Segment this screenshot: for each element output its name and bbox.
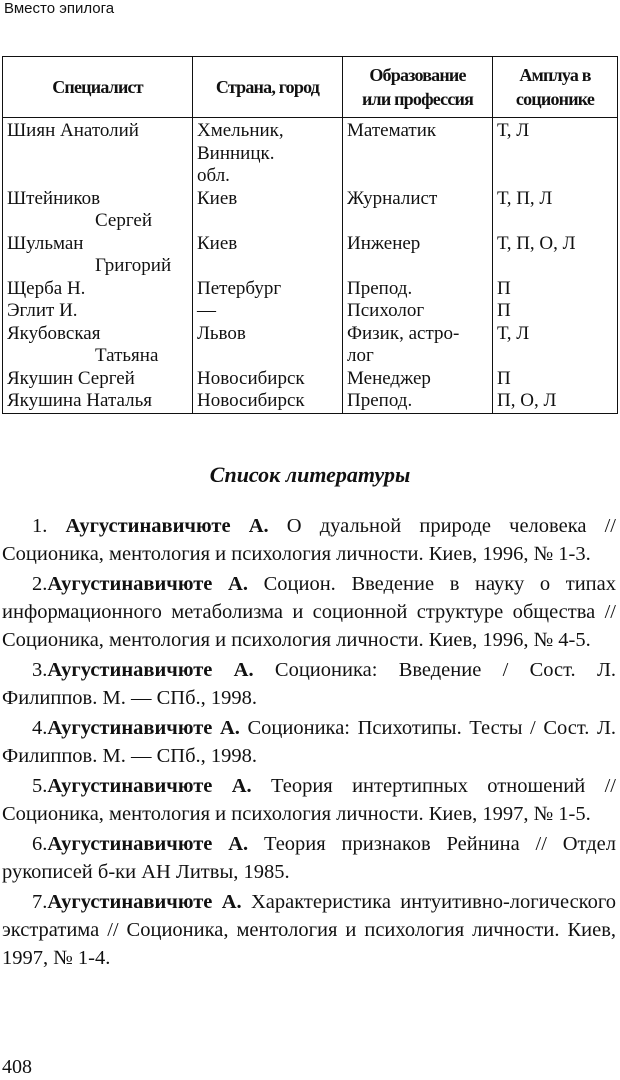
- cell-profession: Физик, астро- лог: [343, 323, 493, 368]
- cell-city: Новосибирск: [193, 390, 343, 413]
- reference-item: 1. Аугустинавичюте А. О дуальной природе человека // Соционика, ментология и психология личности. Киев, 1996, № 1-3.: [2, 515, 616, 565]
- table-row: [3, 300, 618, 323]
- cell-name: Якушин Сергей: [3, 368, 193, 391]
- table-row: [3, 368, 618, 391]
- cell-name: Якубовская Татьяна: [3, 323, 193, 368]
- cell-profession: Менеджер: [343, 368, 493, 391]
- cell-roles: П: [493, 300, 618, 323]
- cell-roles: П, О, Л: [493, 390, 618, 413]
- reference-item: 4.Аугустинавичюте А. Соционика: Психотипы. Тесты / Сост. Л. Филиппов. М. — СПб., 1998.: [2, 717, 617, 767]
- cell-roles: Т, П, Л: [493, 188, 618, 233]
- cell-city: Киев: [193, 233, 343, 278]
- cell-name: Эглит И.: [3, 300, 193, 323]
- cell-roles: Т, П, О, Л: [493, 233, 618, 278]
- cell-name: Якушина Наталья: [3, 390, 193, 413]
- cell-name: Штейников Сергей: [3, 188, 193, 233]
- table-row: [3, 323, 618, 368]
- cell-roles: Т, Л: [493, 323, 618, 368]
- cell-roles: П: [493, 368, 618, 391]
- reference-item: 5.Аугустинавичюте А. Теория интертипных отношений // Соционика, ментология и психология личности. Киев, 1997, № 1-5.: [2, 775, 616, 825]
- page-number: 408: [2, 1056, 32, 1078]
- cell-name: Шиян Анатолий: [3, 118, 193, 188]
- cell-city: Новосибирск: [193, 368, 343, 391]
- table-header-row: [3, 57, 618, 118]
- cell-profession: Препод.: [343, 390, 493, 413]
- reference-item: 3.Аугустинавичюте А. Соционика: Введение / Сост. Л. Филиппов. М. — СПб., 1998.: [2, 659, 616, 709]
- cell-profession: Препод.: [343, 278, 493, 301]
- reference-item: 7.Аугустинавичюте А. Характеристика интуитивно-логического экстратима // Соционика, ментология и психология личности. Киев, 1997, № 1-4.: [2, 891, 616, 969]
- cell-name: Шульман Григорий: [3, 233, 193, 278]
- cell-city: Киев: [193, 188, 343, 233]
- header-specialist: Специалист: [3, 57, 193, 118]
- cell-city: —: [193, 300, 343, 323]
- specialists-table: [2, 56, 618, 414]
- header-city: Страна, город: [193, 57, 343, 118]
- cell-profession: Инженер: [343, 233, 493, 278]
- cell-name: Щерба Н.: [3, 278, 193, 301]
- cell-roles: П: [493, 278, 618, 301]
- header-profession: Образование или профессия: [343, 57, 493, 118]
- cell-city: Львов: [193, 323, 343, 368]
- running-head: Вместо эпилога: [4, 0, 115, 17]
- table-row: [3, 233, 618, 278]
- literature-title: Список литературы: [209, 462, 411, 487]
- reference-item: 2.Аугустинавичюте А. Социон. Введение в науку о типах информационного метаболизма и соционной структуре общества // Соционика, ментология и психология личности. Киев, 1996, № 4-5.: [2, 573, 616, 651]
- table-row: [3, 278, 618, 301]
- cell-roles: Т, Л: [493, 118, 618, 188]
- table-row: [3, 118, 618, 188]
- reference-item: 6.Аугустинавичюте А. Теория признаков Рейнина // Отдел рукописей б-ки АН Литвы, 1985.: [2, 833, 616, 883]
- cell-city: Хмельник, Винницк. обл.: [193, 118, 343, 188]
- header-roles: Амплуа в соционике: [493, 57, 618, 118]
- cell-city: Петербург: [193, 278, 343, 301]
- table-row: [3, 188, 618, 233]
- cell-profession: Психолог: [343, 300, 493, 323]
- reference-list: [2, 512, 616, 974]
- cell-profession: Математик: [343, 118, 493, 188]
- cell-profession: Журналист: [343, 188, 493, 233]
- table-row: [3, 390, 618, 413]
